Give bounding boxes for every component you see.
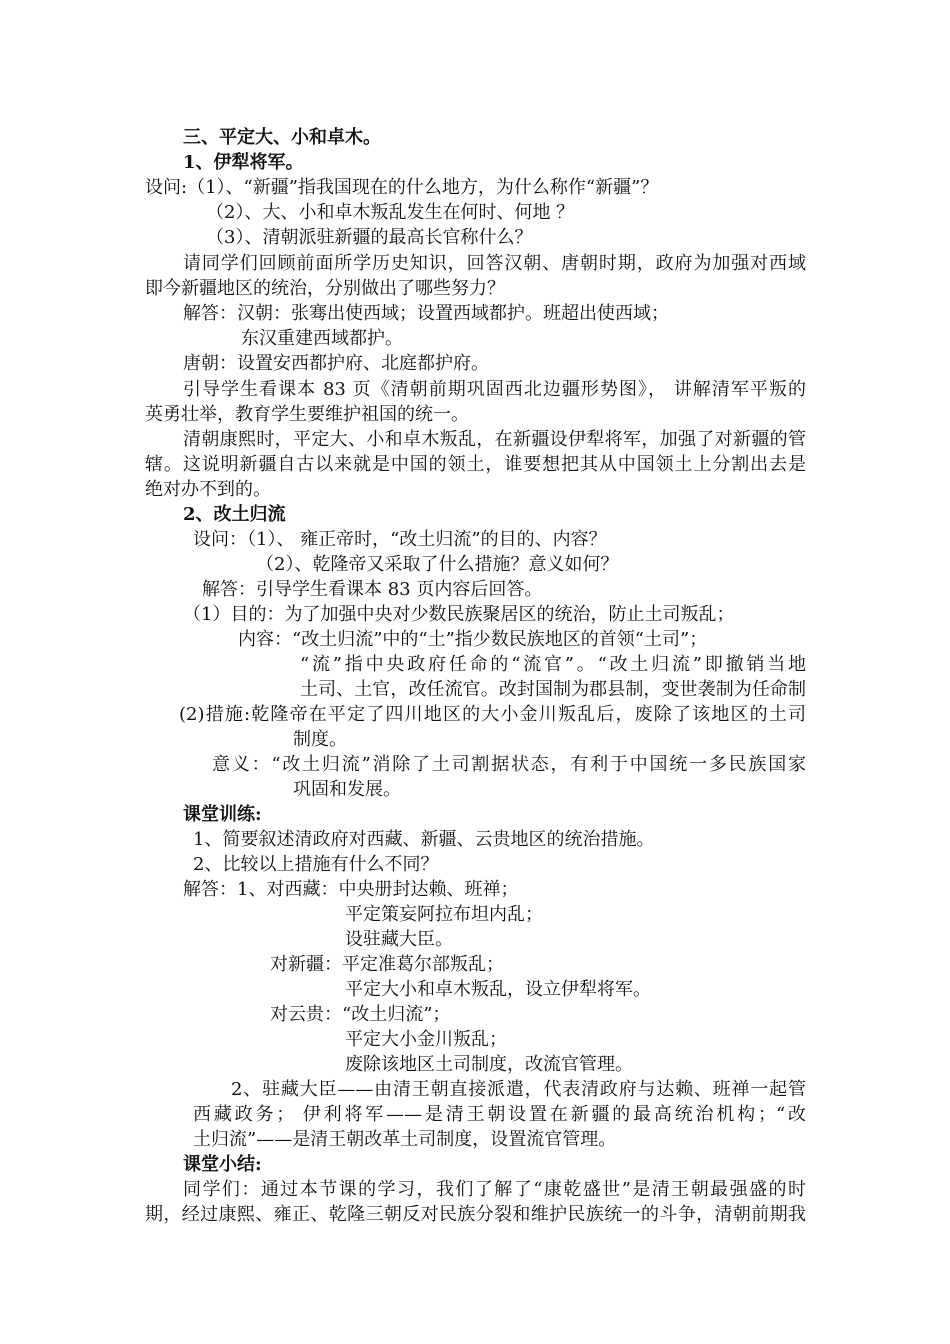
answer-content-3: 土司、土官，改任流官。改封国制为郡县制，变世袭制为任命制 [300,679,806,700]
exercise-answer-2: 2、驻藏大臣——由清王朝直接派遣，代表清政府与达赖、班禅一起管 [231,1079,806,1100]
answer-content-2: “流”指中央政府任命的“流官”。“改土归流”即撤销当地 [300,654,806,675]
exercise-answer-2-end: 土归流”——是清王朝改革土司制度，设置流官管理。 [193,1129,617,1150]
answer-han: 解答：汉朝：张骞出使西域；设置西域都护。班超出使西域； [183,303,669,324]
exercise-answer-2-cont: 西藏政务； 伊利将军——是清王朝设置在新疆的最高统治机构；“改 [193,1104,806,1125]
subheading-class-summary: 课堂小结: [183,1154,262,1175]
answer-measures: (2)措施:乾隆帝在平定了四川地区的大小金川叛乱后，废除了该地区的土司 [179,704,806,725]
answer-significance-cont: 巩固和发展。 [293,779,401,800]
answer-purpose: （1）目的：为了加强中央对少数民族聚居区的统治，防止土司叛乱； [183,604,735,625]
answer-tang: 唐朝：设置安西都护府、北庭都护府。 [183,353,489,374]
question-2: （2）、大、小和卓木叛乱发生在何时、何地 ？ [206,202,575,223]
exercise-answer-tibet-3: 设驻藏大臣。 [345,929,453,950]
summary-paragraph-cont: 期，经过康熙、雍正、乾隆三朝反对民族分裂和维护民族统一的斗争，清朝前期我 [145,1204,806,1225]
summary-paragraph: 同学们：通过本节课的学习，我们了解了“康乾盛世”是清王朝最强盛的时 [183,1179,806,1200]
exercise-answer-tibet-2: 平定策妄阿拉布坦内乱； [345,904,543,925]
exercise-answer-yungui-2: 平定大小金川叛乱； [345,1029,507,1050]
answer-content: 内容：“改土归流”中的“土”指少数民族地区的首领“土司”； [238,629,708,650]
subheading-yili-general: 1、伊犁将军。 [183,152,304,173]
paragraph-kangxi-end: 绝对办不到的。 [145,479,271,500]
answer-guide: 解答：引导学生看课本 83 页内容后回答。 [202,579,543,600]
answer-significance: 意义：“改土归流”消除了土司割据状态，有利于中国统一多民族国家 [212,754,806,775]
question-qianlong: （2）、乾隆帝又采取了什么措施？意义如何？ [256,554,619,575]
paragraph-review-cont: 即今新疆地区的统治，分别做出了哪些努力？ [145,278,505,299]
paragraph-guide: 引导学生看课本 83 页《清朝前期巩固西北边疆形势图》， 讲解清军平叛的 [183,379,806,400]
exercise-answer-xinjiang: 对新疆：平定准葛尔部叛乱； [270,954,504,975]
exercise-answer-yungui: 对云贵：“改土归流”； [270,1004,451,1025]
exercise-2: 2、比较以上措施有什么不同？ [193,854,439,875]
paragraph-kangxi: 清朝康熙时，平定大、小和卓木叛乱，在新疆设伊犁将军，加强了对新疆的管 [183,429,806,450]
subheading-class-exercise: 课堂训练: [183,804,262,825]
question-3: （3）、清朝派驻新疆的最高长官称什么？ [206,227,533,248]
answer-han-cont: 东汉重建西域都护。 [241,328,403,349]
exercise-answer-tibet: 解答：1、对西藏：中央册封达赖、班禅； [183,879,519,900]
exercise-answer-xinjiang-2: 平定大小和卓木叛乱，设立伊犁将军。 [345,979,651,1000]
paragraph-guide-cont: 英勇壮举，教育学生要维护祖国的统一。 [145,404,469,425]
answer-measures-cont: 制度。 [293,729,347,750]
paragraph-review: 请同学们回顾前面所学历史知识，回答汉朝、唐朝时期，政府为加强对西域 [183,253,806,274]
question-1: 设问:（1）、“新疆”指我国现在的什么地方，为什么称作“新疆”？ [145,177,659,198]
question-yongzheng: 设问：（1）、 雍正帝时，“改土归流”的目的、内容？ [193,529,607,550]
exercise-1: 1、简要叙述清政府对西藏、新疆、云贵地区的统治措施。 [193,829,655,850]
exercise-answer-yungui-3: 废除该地区土司制度，改流官管理。 [345,1054,633,1075]
subheading-gaitu-guiliu: 2、改土归流 [183,504,286,525]
section-heading-3: 三、平定大、小和卓木。 [183,127,381,148]
paragraph-kangxi-cont: 辖。这说明新疆自古以来就是中国的领土，谁要想把其从中国领土上分割出去是 [145,454,806,475]
